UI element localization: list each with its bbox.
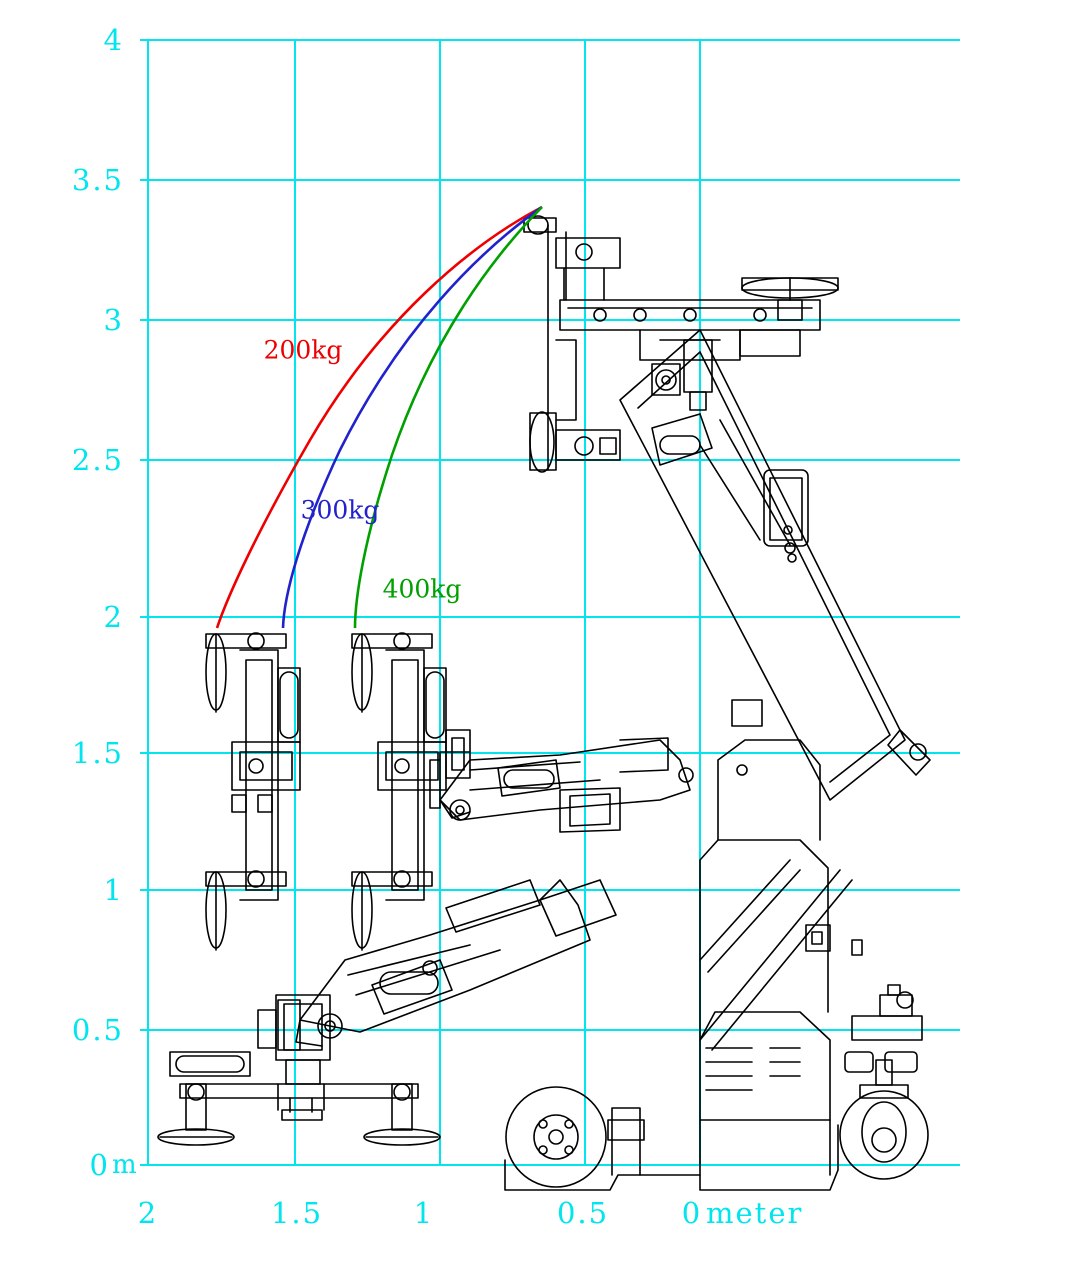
y-tick-3.5: 3.5 bbox=[71, 163, 124, 197]
x-tick-2: 2 bbox=[137, 1196, 159, 1230]
y-tick-2: 2 bbox=[103, 600, 124, 634]
x-axis-unit: meter bbox=[706, 1196, 804, 1230]
y-tick-2.5: 2.5 bbox=[71, 443, 124, 477]
y-tick-0.5: 0.5 bbox=[71, 1013, 124, 1047]
curve-300kg bbox=[283, 207, 542, 628]
y-tick-4: 4 bbox=[103, 23, 124, 57]
x-tick-1.5: 1.5 bbox=[270, 1196, 324, 1230]
y-tick-3: 3 bbox=[103, 303, 124, 337]
y-tick-1.5: 1.5 bbox=[71, 736, 124, 770]
curve-label-400kg: 400kg bbox=[382, 574, 462, 604]
curve-label-200kg: 200kg bbox=[263, 335, 343, 365]
curve-label-300kg: 300kg bbox=[300, 495, 380, 525]
x-tick-1: 1 bbox=[413, 1196, 435, 1230]
y-axis-unit: m bbox=[112, 1150, 137, 1180]
curve-200kg bbox=[217, 207, 542, 628]
x-tick-0: 0 bbox=[681, 1196, 703, 1230]
x-tick-0.5: 0.5 bbox=[556, 1196, 610, 1230]
y-tick-0: 0 bbox=[89, 1148, 110, 1182]
y-tick-1: 1 bbox=[103, 873, 124, 907]
